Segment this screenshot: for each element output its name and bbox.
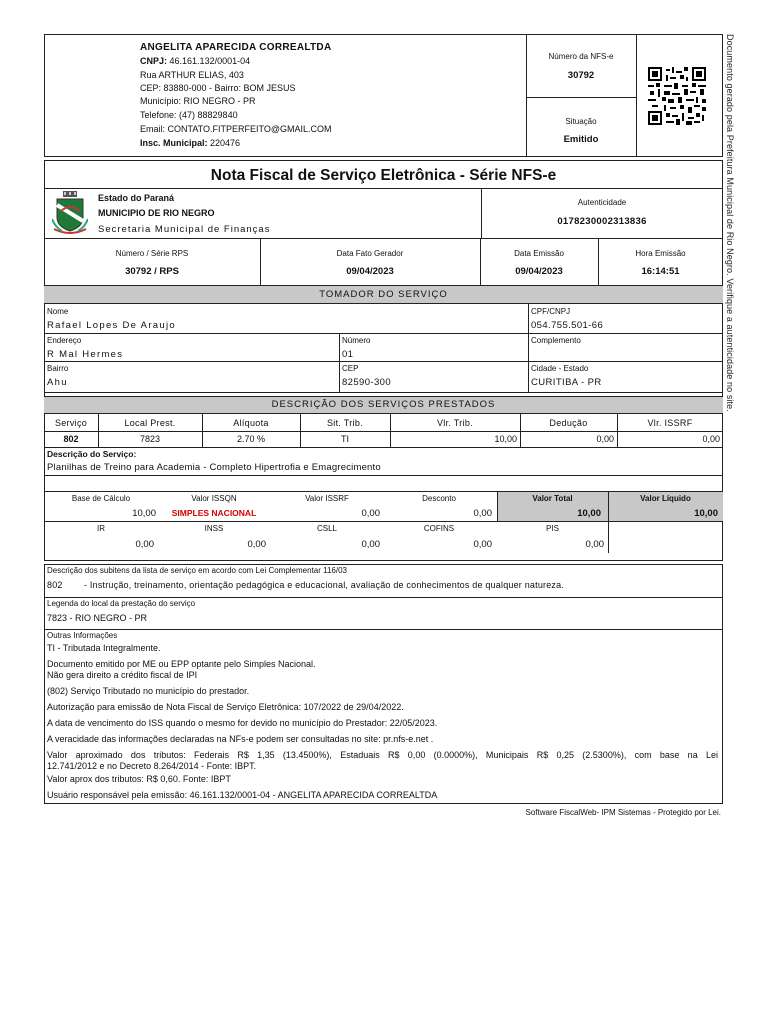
row-sit-trib: TI (341, 434, 349, 444)
outras-line-0: TI - Tributada Integralmente. (47, 643, 161, 653)
issrf-label: Valor ISSRF (305, 494, 349, 503)
endereco-value: R Mal Hermes (47, 349, 124, 360)
nfse-numero: 30792 (567, 70, 595, 81)
outras-line-6: A veracidade das informações declaradas na NFs-e podem ser consultadas no site: pr.nfs-e.net . (47, 734, 434, 744)
data-emissao-label: Data Emissão (514, 249, 564, 258)
data-fato-label: Data Fato Gerador (336, 249, 404, 258)
subitens-code: 802 (47, 580, 63, 590)
total-label: Valor Total (532, 494, 573, 503)
endereco-label: Endereço (47, 336, 82, 345)
outras-line-4: Autorização para emissão de Nota Fiscal de Serviço Eletrônica: 107/2022 de 29/04/2022. (47, 702, 404, 712)
desconto-label: Desconto (422, 494, 456, 503)
row-aliquota: 2.70 % (236, 434, 266, 444)
outras-line-3: (802) Serviço Tributado no município do prestador. (47, 686, 250, 696)
cpf-label: CPF/CNPJ (531, 307, 571, 316)
issuer-cep: CEP: 83880-000 - Bairro: BOM JESUS (140, 83, 296, 93)
subitens-label: Descrição dos subitens da lista de serviço em acordo com Lei Complementar 116/03 (47, 566, 347, 575)
municipio-label: MUNICIPIO DE RIO NEGRO (98, 208, 215, 218)
row-vlr-issrf: 0,00 (702, 434, 720, 444)
descricao-label: Descrição do Serviço: (47, 449, 137, 459)
complemento-label: Complemento (531, 336, 581, 345)
csll-value: 0,00 (361, 539, 380, 550)
nome-label: Nome (47, 307, 69, 316)
col-sit-trib: Sit. Trib. (326, 418, 363, 428)
col-vlr-trib: Vlr. Trib. (436, 418, 473, 428)
issuer-telefone: Telefone: (47) 88829840 (140, 110, 238, 120)
numero-value: 01 (342, 349, 354, 360)
liquido-value: 10,00 (694, 508, 718, 519)
col-deducao: Dedução (549, 418, 588, 428)
outras-label: Outras Informações (47, 631, 118, 640)
secretaria-label: Secretaria Municipal de Finanças (98, 224, 271, 235)
nome-value: Rafael Lopes De Araujo (47, 320, 176, 331)
rps-numero-label: Número / Série RPS (115, 249, 189, 258)
issqn-value: SIMPLES NACIONAL (171, 508, 257, 518)
csll-label: CSLL (316, 524, 337, 533)
row-local: 7823 (139, 434, 161, 444)
row-vlr-trib: 10,00 (494, 434, 517, 444)
cofins-value: 0,00 (473, 539, 492, 550)
autenticidade-code: 0178230002313836 (557, 216, 647, 227)
pis-label: PIS (546, 524, 559, 533)
issuer-address: Rua ARTHUR ELIAS, 403 (140, 70, 244, 80)
outras-line-9: Valor aprox dos tributos: R$ 0,60. Fonte: IBPT (47, 774, 231, 784)
inss-label: INSS (204, 524, 224, 533)
desconto-value: 0,00 (473, 508, 492, 519)
hora-emissao-label: Hora Emissão (635, 249, 686, 258)
nfse-situacao-label: Situação (565, 117, 597, 126)
cep-value: 82590-300 (342, 377, 392, 388)
row-servico: 802 (63, 434, 79, 444)
outras-line-1: Documento emitido por ME ou EPP optante pelo Simples Nacional. (47, 659, 316, 669)
col-vlr-issrf: Vlr. ISSRF (647, 418, 693, 428)
servicos-header: DESCRIÇÃO DOS SERVIÇOS PRESTADOS (271, 399, 496, 410)
outras-line-7: Valor aproximado dos tributos: Federais R$ 1,35 (13.4500%), Estaduais R$ 0,00 (0.0000%), Municipais R$ 0,25 (2.5300%), com base na Lei (47, 750, 718, 760)
liquido-label: Valor Líquido (640, 494, 691, 503)
issuer-insc: 220476 (210, 138, 241, 148)
pis-value: 0,00 (585, 539, 604, 550)
issrf-value: 0,00 (361, 508, 380, 519)
cep-label: CEP (342, 364, 359, 373)
issqn-label: Valor ISSQN (191, 494, 237, 503)
bairro-label: Bairro (47, 364, 69, 373)
col-servico: Serviço (54, 418, 88, 428)
data-fato: 09/04/2023 (346, 266, 394, 277)
municipal-coat-of-arms (52, 191, 88, 235)
outras-line-2: Não gera direito a crédito fiscal de IPI (47, 670, 198, 680)
data-emissao: 09/04/2023 (515, 266, 563, 277)
numero-label: Número (342, 336, 371, 345)
issuer-name: ANGELITA APARECIDA CORREALTDA (140, 42, 332, 53)
rps-numero: 30792 / RPS (125, 266, 179, 277)
footer-software: Software FiscalWeb- IPM Sistemas - Protegido por Lei. (525, 808, 721, 817)
ir-value: 0,00 (135, 539, 154, 550)
outras-line-5: A data de vencimento do ISS quando o mesmo for devido no município do Prestador: 22/05/2023. (47, 718, 438, 728)
legenda-label: Legenda do local da prestação do serviço (47, 599, 196, 608)
document-title: Nota Fiscal de Serviço Eletrônica - Série NFS-e (210, 167, 557, 184)
total-value: 10,00 (577, 508, 601, 519)
base-label: Base de Cálculo (71, 494, 131, 503)
nfse-numero-label: Número da NFS-e (548, 52, 614, 61)
hora-emissao: 16:14:51 (641, 266, 680, 277)
cofins-label: COFINS (423, 524, 455, 533)
outras-line-8: 12.741/2012 e no Decreto 8.264/2014 - Fonte: IBPT. (47, 761, 257, 771)
cidade-label: Cidade - Estado (531, 364, 589, 373)
outras-line-10: Usuário responsável pela emissão: 46.161.132/0001-04 - ANGELITA APARECIDA CORREALTDA (47, 790, 438, 800)
cidade-value: CURITIBA - PR (531, 377, 602, 388)
issuer-cnpj: 46.161.132/0001-04 (169, 56, 251, 66)
inss-value: 0,00 (247, 539, 266, 550)
cpf-value: 054.755.501-66 (531, 320, 604, 331)
estado-label: Estado do Paraná (98, 193, 175, 203)
legenda-text: 7823 - RIO NEGRO - PR (47, 613, 148, 623)
col-local: Local Prest. (124, 418, 176, 428)
issuer-email: Email: CONTATO.FITPERFEITO@GMAIL.COM (140, 124, 332, 134)
descricao-value: Planilhas de Treino para Academia - Completo Hipertrofia e Emagrecimento (47, 462, 381, 473)
subitens-text: - Instrução, treinamento, orientação pedagógica e educacional, avaliação de conhecimentos de qualquer natureza. (84, 580, 565, 590)
issuer-cnpj-label: CNPJ: (140, 56, 168, 66)
issuer-municipio: Município: RIO NEGRO - PR (140, 96, 256, 106)
row-deducao: 0,00 (596, 434, 614, 444)
issuer-insc-label: Insc. Municipal: (140, 138, 208, 148)
nfse-situacao: Emitido (563, 134, 599, 145)
col-aliquota: Alíquota (233, 418, 269, 428)
autenticidade-label: Autenticidade (577, 198, 627, 207)
base-value: 10,00 (132, 508, 156, 519)
side-vertical-text: Documento gerado pela Prefeitura Municipal de Rio Negro. Verifique a autenticidade no site. (725, 34, 735, 412)
qr-code (648, 67, 706, 125)
ir-label: IR (97, 524, 105, 533)
tomador-header: TOMADOR DO SERVIÇO (319, 289, 448, 300)
bairro-value: Ahu (47, 377, 68, 388)
